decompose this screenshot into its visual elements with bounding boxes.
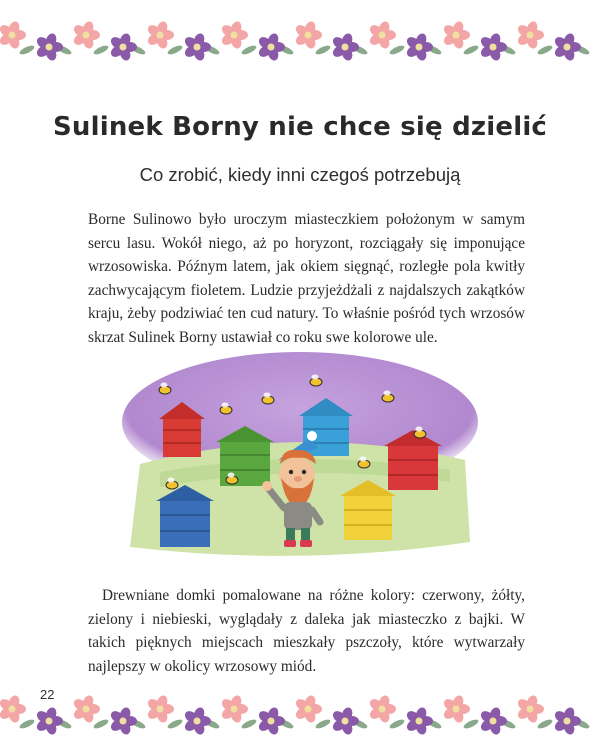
- purple-flower-ornament: [553, 32, 581, 62]
- pink-flower-ornament: [368, 694, 396, 724]
- paragraph-hives: Drewniane domki pomalowane na różne kolory: czerwony, żółty, zielony i niebieski, wyglądały z daleka jak miasteczko z bajki. W takich pięknych miejscach mieszkały pszczoły, które wytwarzały najlepszy w okolicy wrzosowy miód.: [88, 587, 525, 675]
- leaf-ornament: [240, 718, 257, 730]
- leaf-ornament: [240, 44, 257, 56]
- purple-flower-ornament: [183, 706, 211, 736]
- page-subtitle: Co zrobić, kiedy inni czegoś potrzebują: [139, 164, 461, 185]
- purple-flower-ornament: [257, 706, 285, 736]
- pink-flower-ornament: [516, 20, 544, 50]
- pink-flower-ornament: [0, 20, 26, 50]
- pink-flower-ornament: [294, 694, 322, 724]
- pink-flower-ornament: [442, 694, 470, 724]
- purple-flower-ornament: [479, 32, 507, 62]
- pink-flower-ornament: [368, 20, 396, 50]
- leaf-ornament: [462, 718, 479, 730]
- leaf-ornament: [536, 44, 553, 56]
- pink-flower-ornament: [72, 20, 100, 50]
- leaf-ornament: [92, 718, 109, 730]
- purple-flower-ornament: [331, 706, 359, 736]
- purple-flower-ornament: [109, 706, 137, 736]
- leaf-ornament: [314, 44, 331, 56]
- leaf-ornament: [536, 718, 553, 730]
- purple-flower-ornament: [331, 32, 359, 62]
- page-number: 22: [40, 687, 55, 702]
- paragraph-intro: Borne Sulinowo było uroczym miasteczkiem położonym w samym sercu lasu. Wokół niego, aż po horyzont, rozciągały się imponujące wrzosowiska. Późnym latem, jak okiem sięgnąć, rozległe pola kwitły zachwycającym fioletem. Ludzie przyjeżdżali z najdalszych zakątków kraju, żeby podziwiać ten cud natury. To właśnie pośród tych wrzosów skrzat Sulinek Borny ustawiał co roku swe kolorowe ule.: [88, 211, 525, 346]
- purple-flower-ornament: [109, 32, 137, 62]
- purple-flower-ornament: [405, 706, 433, 736]
- pink-flower-ornament: [442, 20, 470, 50]
- pink-flower-ornament: [220, 20, 248, 50]
- leaf-ornament: [18, 718, 35, 730]
- pink-flower-ornament: [72, 694, 100, 724]
- purple-flower-ornament: [35, 32, 63, 62]
- leaf-ornament: [166, 44, 183, 56]
- floral-border-bottom: [0, 672, 600, 752]
- leaf-ornament: [314, 718, 331, 730]
- page-title: Sulinek Borny nie chce się dzielić: [52, 112, 548, 142]
- leaf-ornament: [166, 718, 183, 730]
- pink-flower-ornament: [294, 20, 322, 50]
- pink-flower-ornament: [516, 694, 544, 724]
- purple-flower-ornament: [183, 32, 211, 62]
- leaf-ornament: [388, 718, 405, 730]
- purple-flower-ornament: [35, 706, 63, 736]
- purple-flower-ornament: [257, 32, 285, 62]
- pink-flower-ornament: [220, 694, 248, 724]
- floral-border-top: [0, 0, 600, 80]
- leaf-ornament: [388, 44, 405, 56]
- pink-flower-ornament: [0, 694, 26, 724]
- purple-flower-ornament: [479, 706, 507, 736]
- purple-flower-ornament: [405, 32, 433, 62]
- pink-flower-ornament: [146, 694, 174, 724]
- gnome-beehives-illustration: [120, 352, 480, 564]
- purple-flower-ornament: [553, 706, 581, 736]
- leaf-ornament: [462, 44, 479, 56]
- pink-flower-ornament: [146, 20, 174, 50]
- leaf-ornament: [18, 44, 35, 56]
- leaf-ornament: [92, 44, 109, 56]
